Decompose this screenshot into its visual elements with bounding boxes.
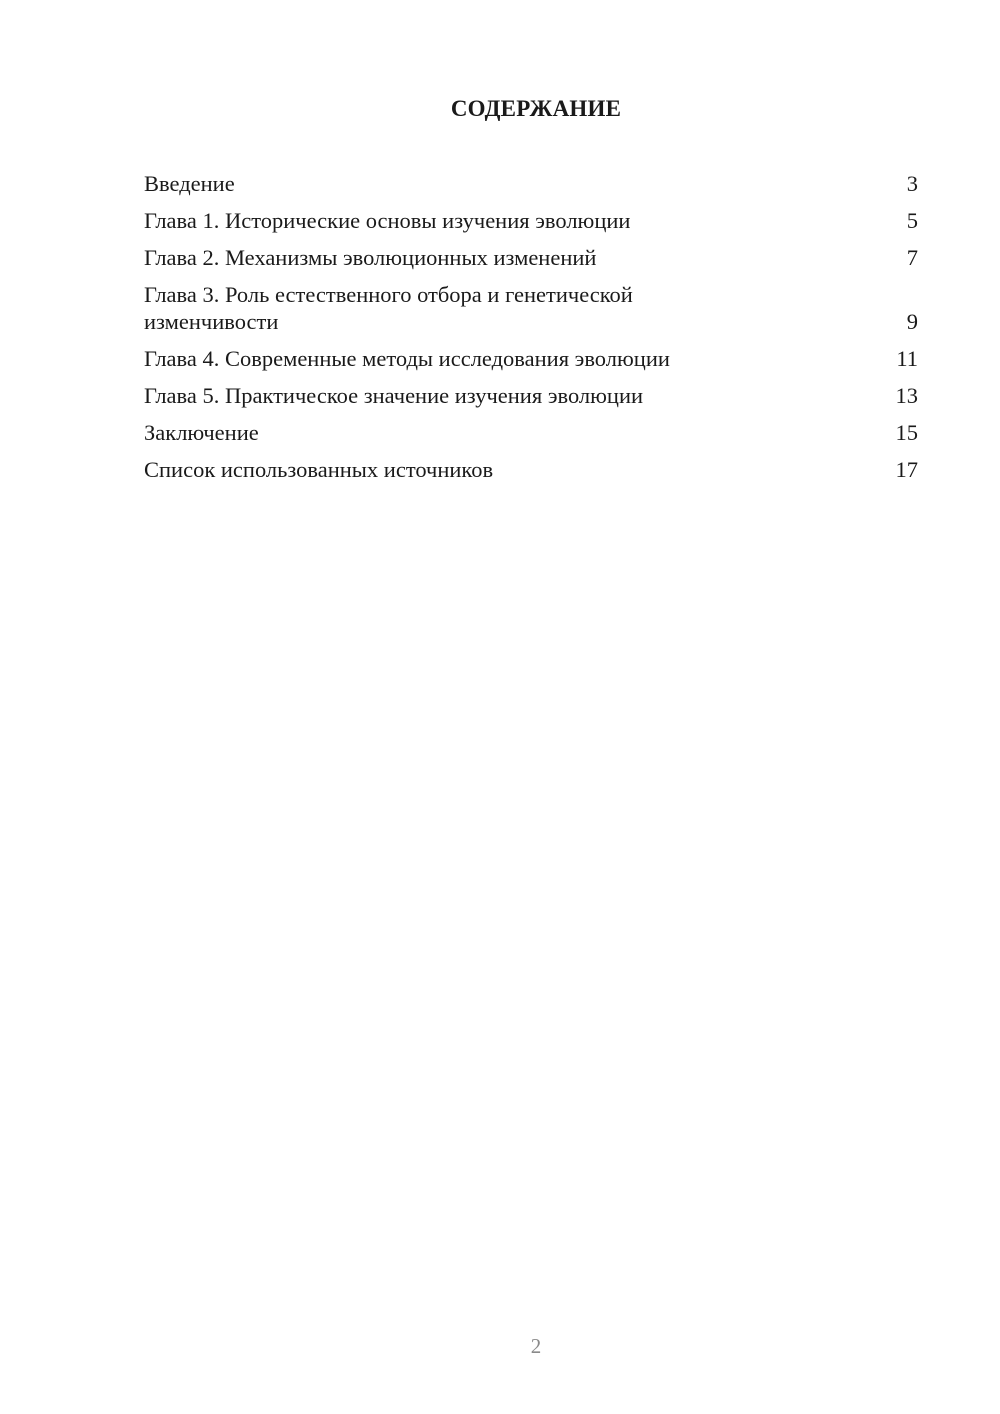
toc-entry	[144, 456, 918, 483]
toc-entry-page: 9	[906, 309, 918, 334]
page-number: 2	[530, 1334, 542, 1358]
toc-entry-label: Глава 4. Современные методы исследования эволюции	[144, 346, 670, 371]
toc-entry-label: Глава 1. Исторические основы изучения эволюции	[144, 208, 631, 233]
toc-entry-page: 11	[896, 346, 918, 371]
page-title: СОДЕРЖАНИЕ	[450, 96, 622, 121]
toc-entry-label: Глава 3. Роль естественного отбора и генетической изменчивости	[144, 282, 633, 334]
toc-entry	[144, 419, 918, 446]
toc-entry-page: 15	[895, 420, 918, 445]
toc-entry	[144, 382, 918, 409]
toc-entry	[144, 244, 918, 271]
toc-entry	[144, 281, 918, 335]
toc-entry-page: 17	[895, 457, 918, 482]
toc-entry-label: Глава 5. Практическое значение изучения эволюции	[144, 383, 644, 408]
toc-entry	[144, 345, 918, 372]
toc-entry-label: Список использованных источников	[144, 457, 494, 482]
toc-entry-label: Глава 2. Механизмы эволюционных изменений	[144, 245, 597, 270]
toc-entry	[144, 170, 918, 197]
toc-entry-page: 5	[906, 208, 918, 233]
toc-entry-page: 13	[895, 383, 918, 408]
toc-entry-label: Заключение	[144, 420, 259, 445]
toc-entry	[144, 207, 918, 234]
toc-entry-page: 3	[906, 171, 918, 196]
table-of-contents	[144, 170, 918, 493]
toc-entry-label: Введение	[144, 171, 235, 196]
toc-entry-page: 7	[906, 245, 918, 270]
